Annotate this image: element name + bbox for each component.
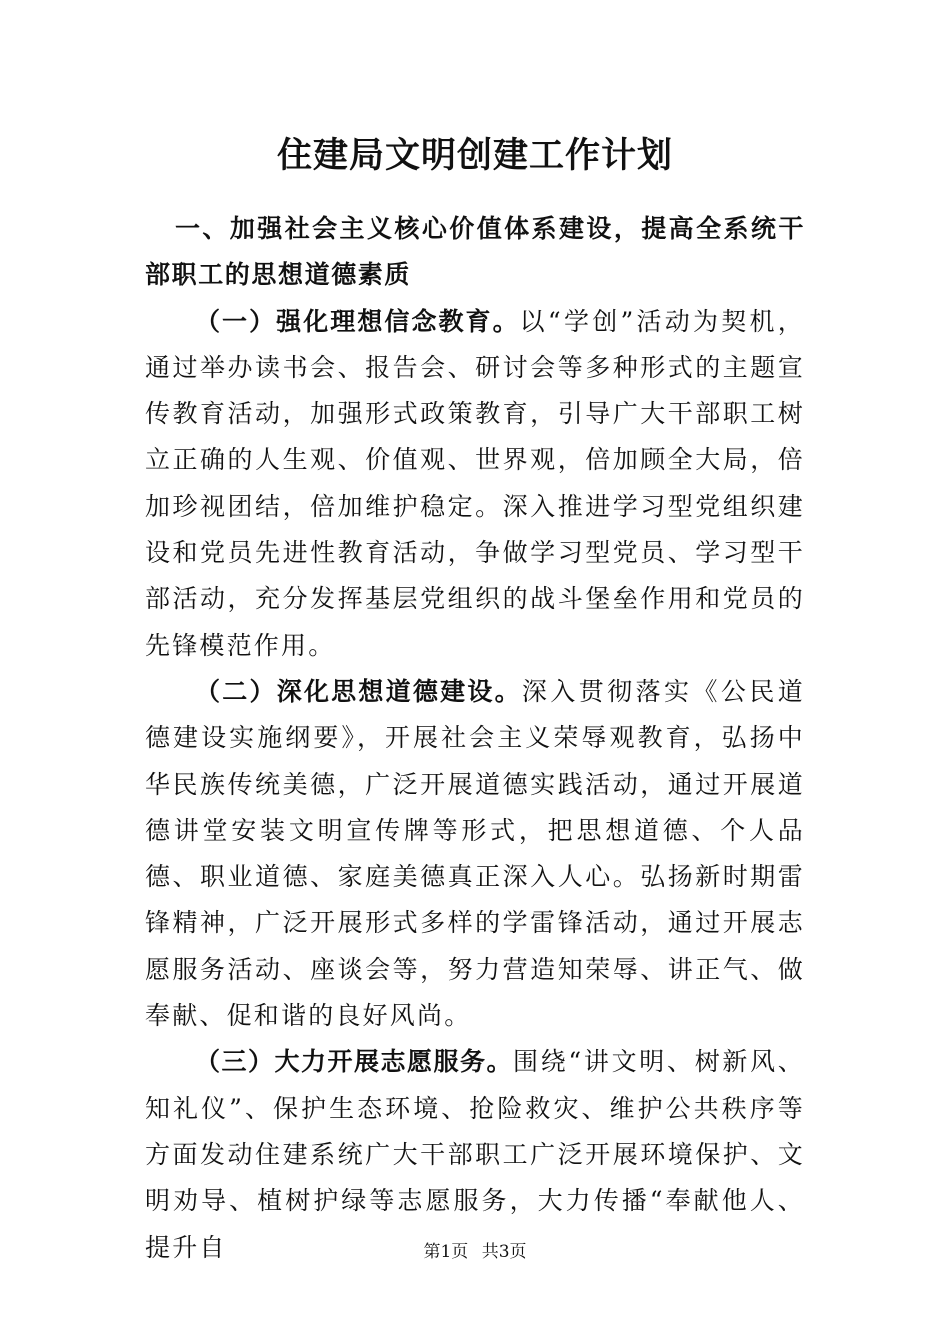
document-body	[145, 206, 805, 1271]
paragraph-2	[145, 669, 805, 1039]
paragraph-text: 以“学创”活动为契机，通过举办读书会、报告会、研讨会等多种形式的主题宣传教育活动，加强形式政策教育，引导广大干部职工树立正确的人生观、价值观、世界观，倍加顾全大局，倍加珍视团结，倍加维护稳定。深入推进学习型党组织建设和党员先进性教育活动，争做学习型党员、学习型干部活动，充分发挥基层党组织的战斗堡垒作用和党员的先锋模范作用。	[145, 306, 805, 660]
document-title: 住建局文明创建工作计划	[276, 135, 673, 176]
paragraph-1	[145, 299, 805, 669]
page-total: 共3页	[481, 1242, 527, 1262]
paragraph-lead: （三）大力开展志愿服务。	[195, 1047, 514, 1077]
paragraph-text: 围绕“讲文明、树新风、知礼仪”、保护生态环境、抢险救灾、维护公共秩序等方面发动住建系统广大干部职工广泛开展环境保护、文明劝导、植树护绿等志愿服务，大力传播“奉献他人、提升自	[145, 1047, 805, 1262]
paragraph-lead: （二）深化思想道德建设。	[195, 676, 522, 706]
paragraph-text: 深入贯彻落实《公民道德建设实施纲要》，开展社会主义荣辱观教育，弘扬中华民族传统美德，广泛开展道德实践活动，通过开展道德讲堂安装文明宣传牌等形式，把思想道德、个人品德、职业道德、家庭美德真正深入人心。弘扬新时期雷锋精神，广泛开展形式多样的学雷锋活动，通过开展志愿服务活动、座谈会等，努力营造知荣辱、讲正气、做奉献、促和谐的良好风尚。	[145, 676, 805, 1031]
paragraph-lead: （一）强化理想信念教育。	[195, 306, 520, 336]
section-heading: 一、加强社会主义核心价值体系建设，提高全系统干部职工的思想道德素质	[145, 214, 805, 290]
paragraph-3	[145, 1039, 805, 1270]
page-footer	[0, 1240, 950, 1264]
page-number: 第1页	[423, 1242, 469, 1262]
